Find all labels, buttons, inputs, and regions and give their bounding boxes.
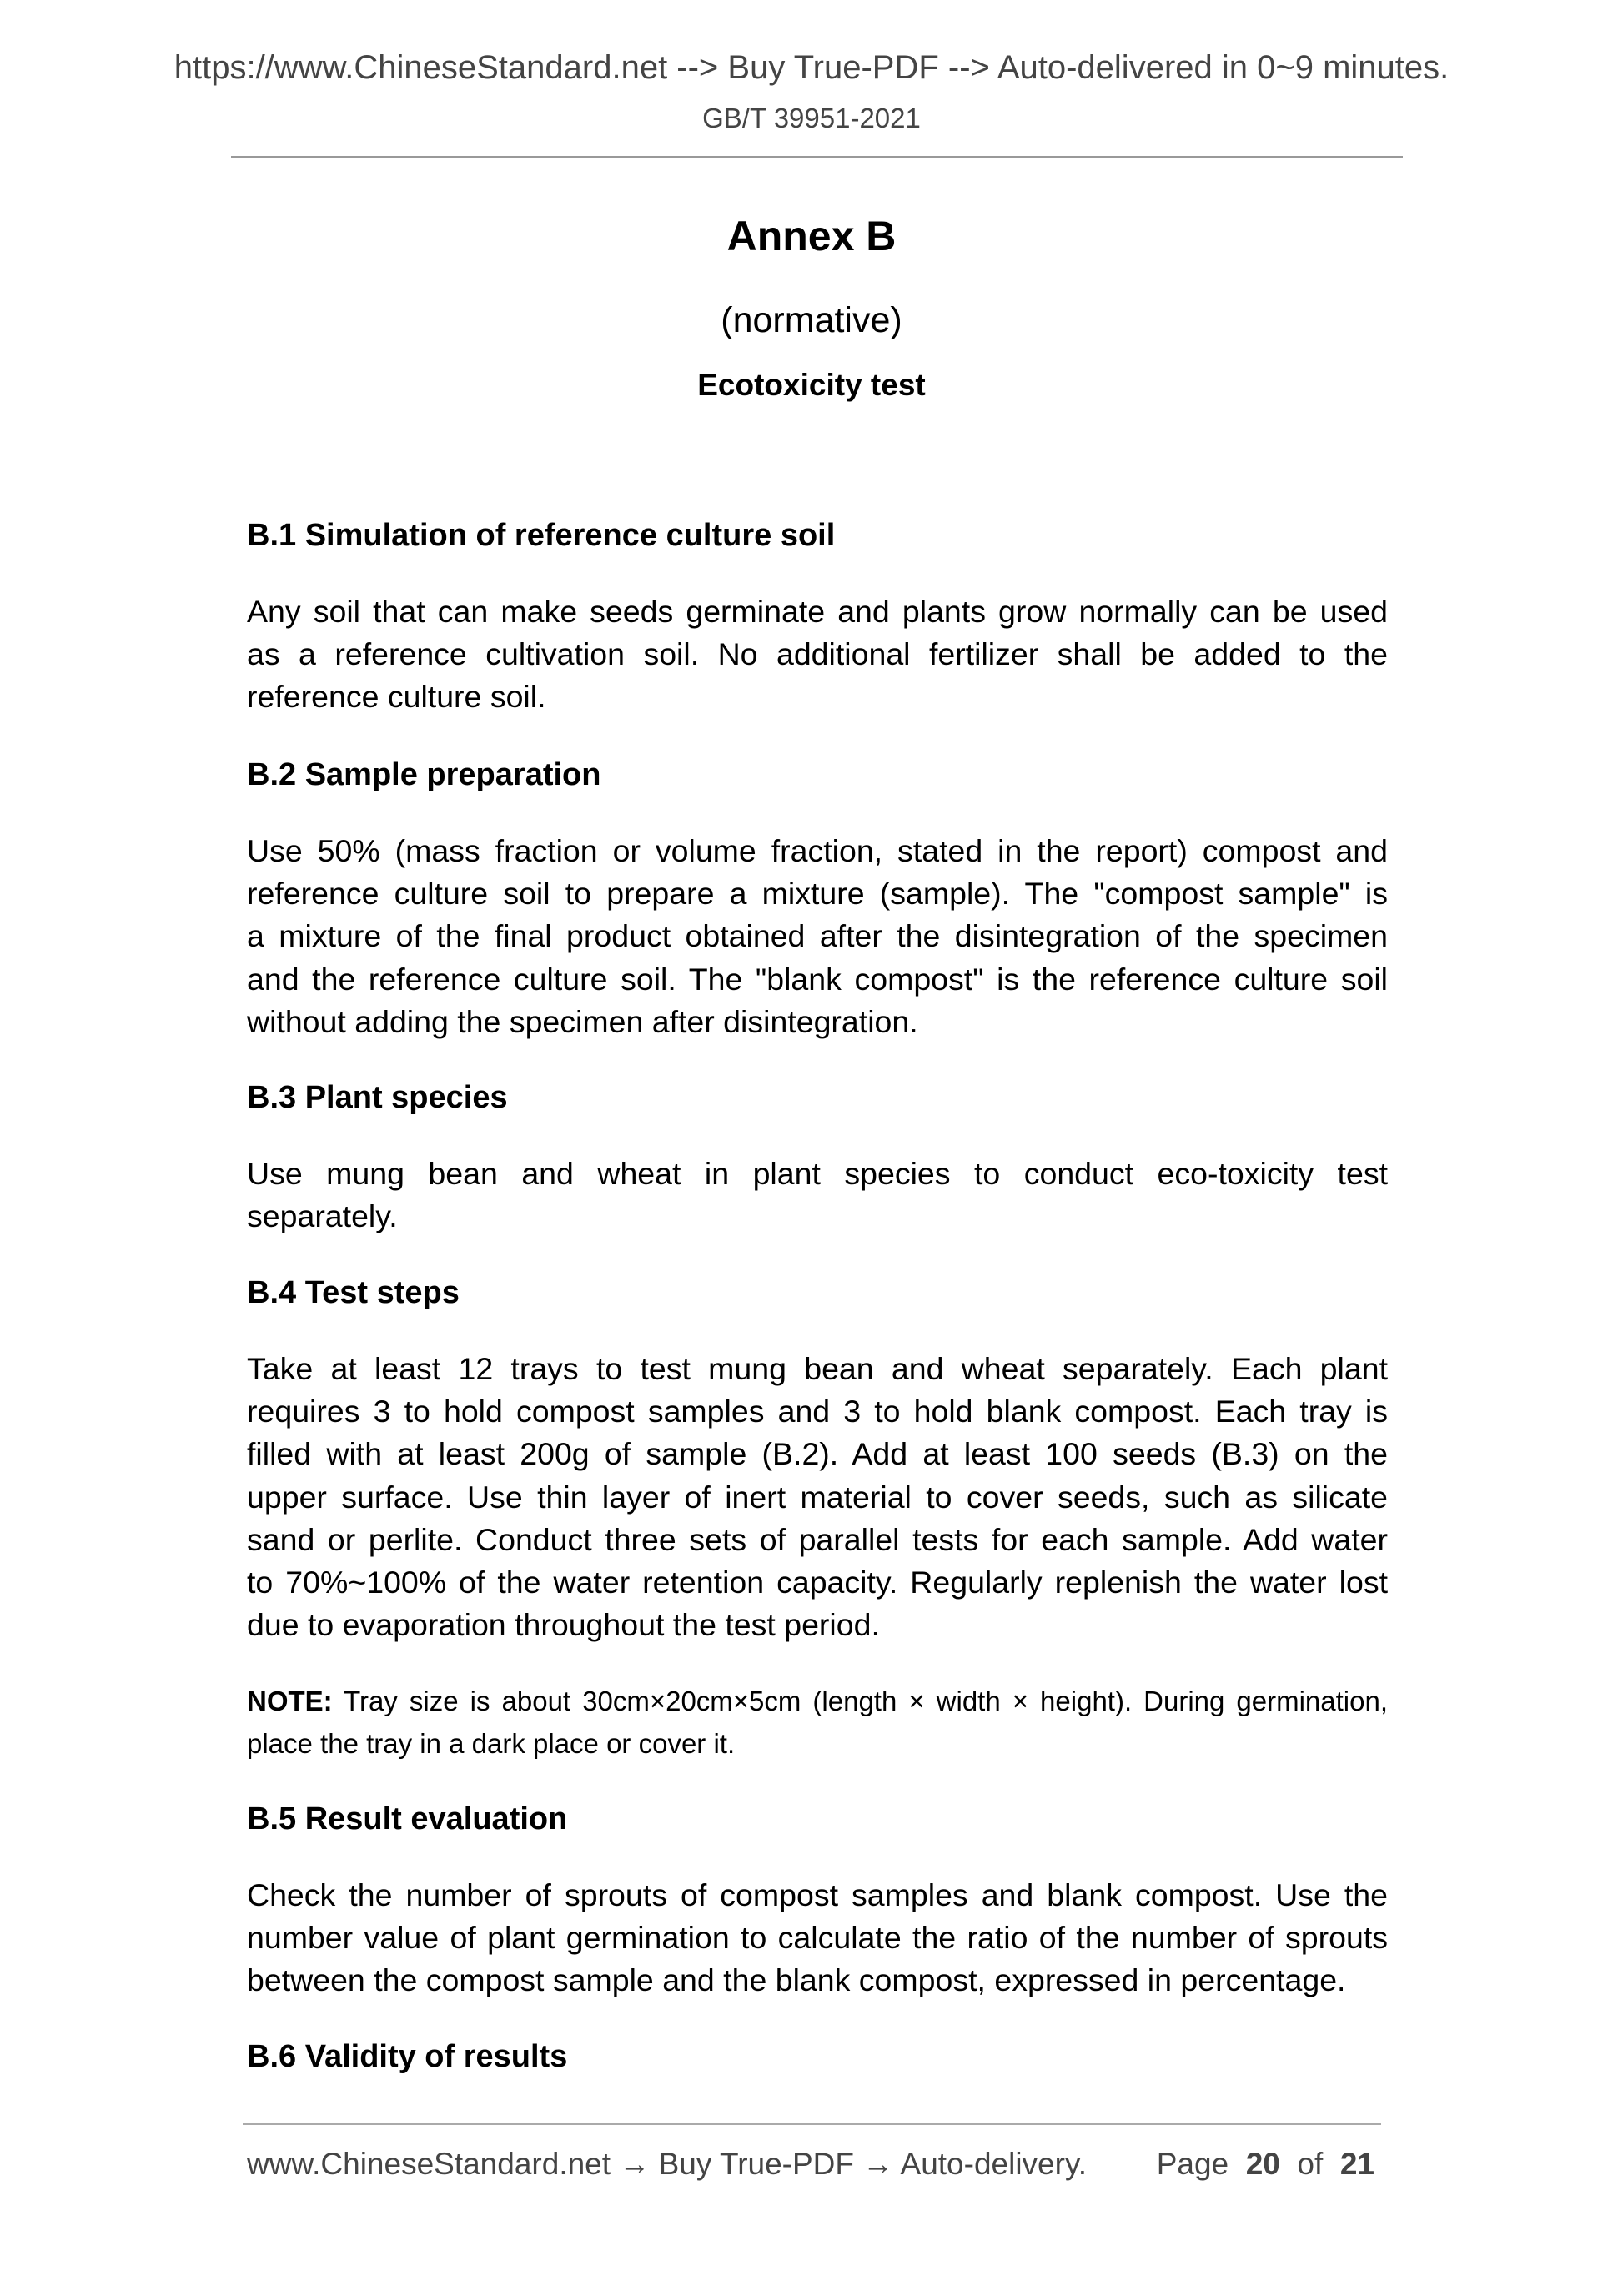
section-b3-paragraph bbox=[247, 1153, 1388, 1238]
section-b5-paragraph bbox=[247, 1874, 1388, 2002]
section-b4-heading: B.4 Test steps bbox=[247, 1275, 460, 1310]
header-banner: https://www.ChineseStandard.net --> Buy True-PDF --> Auto-delivered in 0~9 minutes. bbox=[173, 49, 1450, 86]
annex-subject: Ecotoxicity test bbox=[697, 368, 926, 402]
section-b4-paragraph bbox=[247, 1348, 1388, 1646]
text-line: and the reference culture soil. The "blank compost" is the reference culture soil bbox=[247, 961, 1388, 997]
page-indicator bbox=[1157, 2143, 1374, 2185]
text-line: between the compost sample and the blank compost, expressed in percentage. bbox=[247, 1962, 1346, 1998]
footer-link[interactable]: www.ChineseStandard.net bbox=[247, 2147, 611, 2181]
text-line: separately. bbox=[247, 1198, 398, 1234]
section-b1-heading: B.1 Simulation of reference culture soil bbox=[247, 518, 836, 553]
note-text: Tray size is about 30cm×20cm×5cm (length × width × height). During germination, bbox=[332, 1686, 1388, 1716]
section-b2-heading: B.2 Sample preparation bbox=[247, 757, 601, 792]
text-line: sand or perlite. Conduct three sets of parallel tests for each sample. Add water bbox=[247, 1521, 1388, 1557]
section-b5-heading: B.5 Result evaluation bbox=[247, 1801, 568, 1836]
text-line: Use 50% (mass fraction or volume fraction, stated in the report) compost and bbox=[247, 833, 1388, 868]
section-b1-paragraph bbox=[247, 590, 1388, 719]
text-line: reference culture soil to prepare a mixture (sample). The "compost sample" is bbox=[247, 876, 1388, 912]
text-line: a mixture of the final product obtained after the disintegration of the specimen bbox=[247, 918, 1388, 954]
text-line: filled with at least 200g of sample (B.2). Add at least 100 seeds (B.3) on the bbox=[247, 1436, 1388, 1472]
page-label: Page bbox=[1156, 2147, 1229, 2181]
annex-type: (normative) bbox=[721, 300, 902, 340]
text-line: to 70%~100% of the water retention capacity. Regularly replenish the water lost bbox=[247, 1564, 1388, 1600]
header-divider bbox=[231, 156, 1403, 158]
text-line: number value of plant germination to calculate the ratio of the number of sprouts bbox=[247, 1920, 1388, 1956]
text-line: upper surface. Use thin layer of inert material to cover seeds, such as silicate bbox=[247, 1479, 1388, 1515]
text-line: due to evaporation throughout the test period. bbox=[247, 1607, 880, 1643]
page-total: 21 bbox=[1339, 2147, 1374, 2181]
text-line: without adding the specimen after disintegration. bbox=[247, 1003, 918, 1039]
section-b4-note bbox=[247, 1680, 1388, 1765]
footer-divider bbox=[243, 2123, 1381, 2125]
text-line: Take at least 12 trays to test mung bean and wheat separately. Each plant bbox=[247, 1351, 1388, 1386]
page-current: 20 bbox=[1245, 2147, 1280, 2181]
footer-left bbox=[247, 2143, 1087, 2185]
section-b6-heading: B.6 Validity of results bbox=[247, 2039, 568, 2074]
text-line: Any soil that can make seeds germinate and plants grow normally can be used bbox=[247, 594, 1388, 629]
annex-title: Annex B bbox=[726, 213, 897, 259]
note-label: NOTE: bbox=[247, 1686, 333, 1716]
of-label: of bbox=[1297, 2147, 1324, 2181]
text-line: reference culture soil. bbox=[247, 679, 546, 715]
section-b3-heading: B.3 Plant species bbox=[247, 1080, 508, 1115]
text-line: as a reference cultivation soil. No additional fertilizer shall be added to the bbox=[247, 636, 1388, 672]
text-line: requires 3 to hold compost samples and 3 to hold blank compost. Each tray is bbox=[247, 1394, 1388, 1429]
footer-tagline: → Buy True-PDF → Auto-delivery. bbox=[611, 2147, 1087, 2181]
text-line: Check the number of sprouts of compost samples and blank compost. Use the bbox=[247, 1877, 1388, 1912]
standard-number: GB/T 39951-2021 bbox=[702, 103, 921, 133]
text-line: Use mung bean and wheat in plant species to conduct eco-toxicity test bbox=[247, 1156, 1388, 1191]
note-text: place the tray in a dark place or cover it. bbox=[247, 1728, 736, 1760]
section-b2-paragraph bbox=[247, 830, 1388, 1043]
